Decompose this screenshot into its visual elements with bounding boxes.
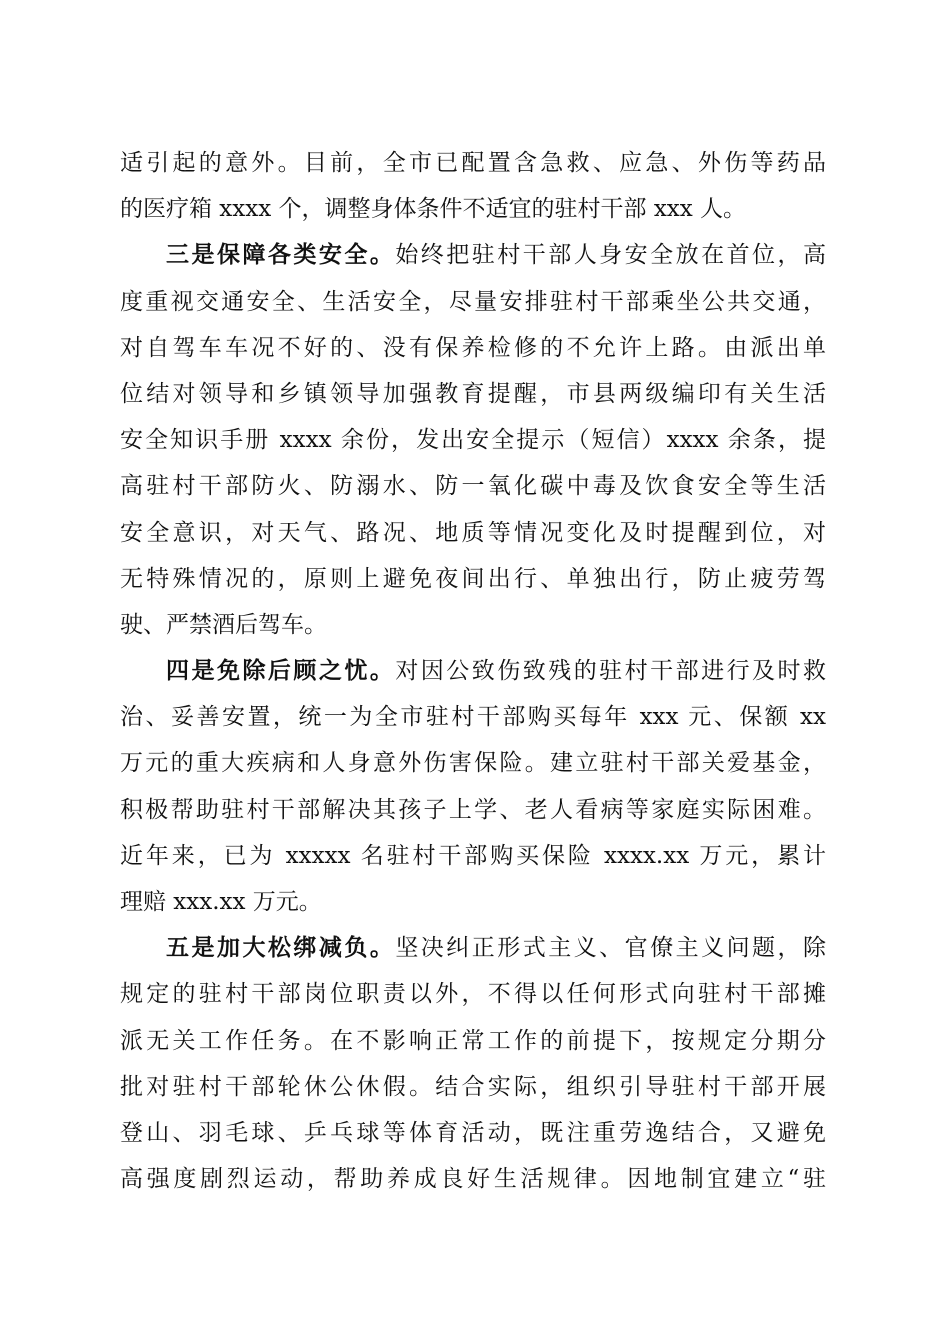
paragraph-lead-heading: 四是免除后顾之忧。 [166,657,396,685]
text-line: 理赔 xxx.xx 万元。 [120,889,322,915]
text-line: 登山、羽毛球、乒乓球等体育活动，既注重劳逸结合，又避免 [120,1119,826,1146]
paragraph [120,140,826,232]
text-line: 度重视交通安全、生活安全，尽量安排驻村干部乘坐公共交通， [120,288,826,315]
paragraph-lead-heading: 三是保障各类安全。 [166,241,396,269]
text-line: 规定的驻村干部岗位职责以外，不得以任何形式向驻村干部摊 [120,981,826,1008]
text-span: 始终把驻村干部人身安全放在首位，高 [395,242,827,269]
paragraph [120,648,826,925]
text-line [120,648,826,694]
text-line: 积极帮助驻村干部解决其孩子上学、老人看病等家庭实际困难。 [120,796,826,823]
text-line: 万元的重大疾病和人身意外伤害保险。建立驻村干部关爱基金， [120,750,826,777]
text-line: 适引起的意外。目前，全市已配置含急救、应急、外伤等药品 [120,150,826,176]
text-line: 位结对领导和乡镇领导加强教育提醒，市县两级编印有关生活 [120,380,826,407]
document-page [120,140,826,1202]
text-line: 近年来，已为 xxxxx 名驻村干部购买保险 xxxx.xx 万元，累计 [120,842,826,869]
text-line: 治、妥善安置，统一为全市驻村干部购买每年 xxx 元、保额 xx [120,704,826,731]
text-line: 安全知识手册 xxxx 余份，发出安全提示（短信）xxxx 余条，提 [120,427,826,454]
text-line [120,925,826,971]
paragraph [120,232,826,648]
text-line: 驶、严禁酒后驾车。 [120,611,327,638]
paragraph-lead-heading: 五是加大松绑减负。 [166,934,396,962]
text-line: 高驻村干部防火、防溺水、防一氧化碳中毒及饮食安全等生活 [120,473,826,500]
text-line: 派无关工作任务。在不影响正常工作的前提下，按规定分期分 [120,1027,826,1054]
paragraph [120,925,826,1202]
text-line: 无特殊情况的，原则上避免夜间出行、单独出行，防止疲劳驾 [120,565,826,592]
text-line [120,232,826,278]
text-line: 安全意识，对天气、路况、地质等情况变化及时提醒到位，对 [120,519,826,546]
text-line: 高强度剧烈运动，帮助养成良好生活规律。因地制宜建立“驻 [120,1166,826,1193]
text-span: 对因公致伤致残的驻村干部进行及时救 [395,658,827,685]
text-line: 的医疗箱 xxxx 个，调整身体条件不适宜的驻村干部 xxx 人。 [120,196,747,223]
text-span: 坚决纠正形式主义、官僚主义问题，除 [395,935,827,962]
text-line: 对自驾车车况不好的、没有保养检修的不允许上路。由派出单 [120,334,826,361]
text-line: 批对驻村干部轮休公休假。结合实际，组织引导驻村干部开展 [120,1073,826,1100]
